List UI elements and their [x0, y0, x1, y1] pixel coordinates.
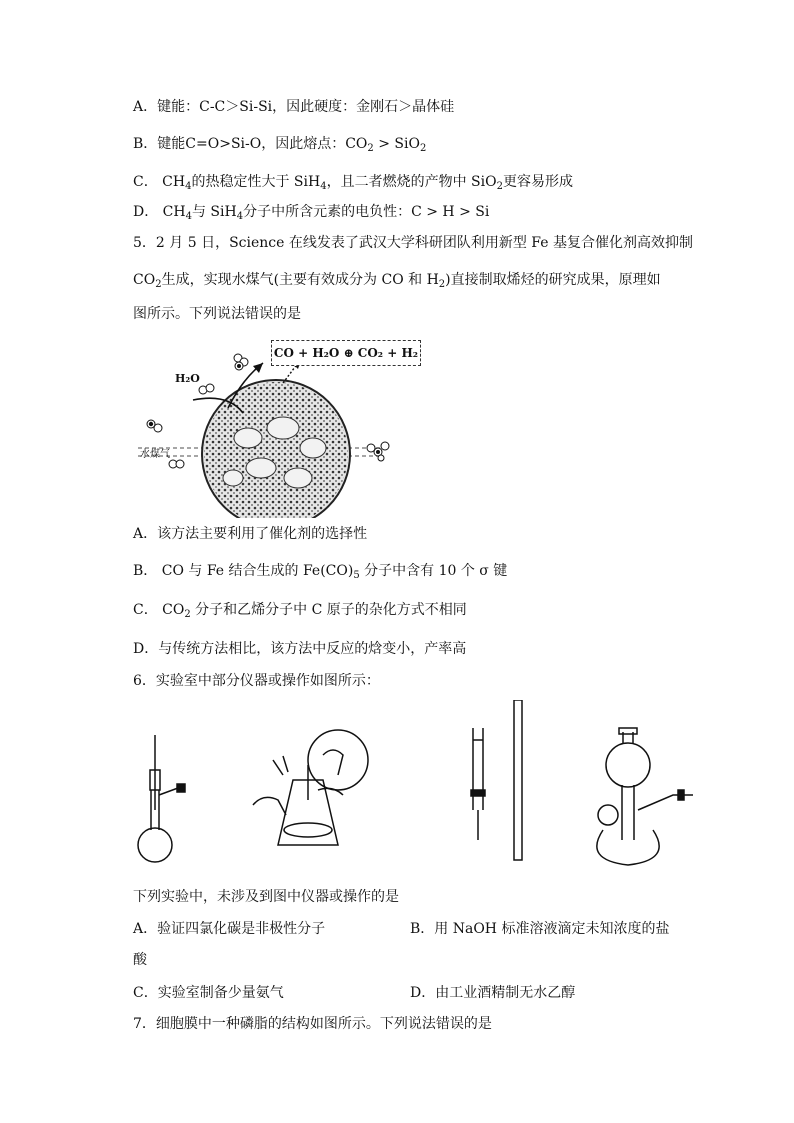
q6-option-a: A．验证四氯化碳是非极性分子 [133, 921, 326, 937]
q5-stem-line2: $CO_2$生成，实现水煤气(主要有效成分为 CO 和 $H_2$)直接制取烯烃的研究成果，原理如 [133, 272, 661, 290]
q5-stem-line1: 5．2 月 5 日，Science 在线发表了武汉大学科研团队利用新型 Fe 基复合催化剂高效抑制 [133, 235, 693, 251]
q7-stem: 7．细胞膜中一种磷脂的结构如图所示。下列说法错误的是 [133, 1016, 492, 1032]
kipp-generator [597, 728, 693, 865]
reaction-equation-box: CO + H₂O ⊕ CO₂ + H₂ [271, 340, 421, 366]
burette [471, 728, 485, 840]
q4-option-c: C． $CH_4$的热稳定性大于 SiH$_4$，且二者燃烧的产物中 SiO$_2$更容易形成 [133, 174, 573, 192]
q5-option-a: A．该方法主要利用了催化剂的选择性 [133, 526, 368, 542]
q5-stem-line3: 图所示。下列说法错误的是 [133, 306, 301, 322]
q6-option-b: B．用 NaOH 标准溶液滴定未知浓度的盐 [410, 921, 670, 937]
q4-option-a: A．键能：C-C＞Si-Si，因此硬度：金刚石＞晶体硅 [133, 99, 455, 115]
titration-flask [253, 730, 368, 845]
h2o-label: H₂O [175, 372, 200, 385]
distillation-flask [138, 735, 185, 862]
q6-option-c: C．实验室制备少量氨气 [133, 985, 284, 1001]
q6-stem: 6．实验室中部分仪器或操作如图所示： [133, 673, 380, 689]
q6-option-d: D．由工业酒精制无水乙醇 [410, 985, 576, 1001]
q6-question: 下列实验中，未涉及到图中仪器或操作的是 [133, 889, 399, 905]
syngas-label: 水煤气 [140, 449, 170, 460]
q6-option-b-cont: 酸 [133, 952, 147, 968]
q5-option-c: C． $CO_2$ 分子和乙烯分子中 C 原子的杂化方式不相同 [133, 602, 467, 620]
q4-option-d: D． $CH_4$与 SiH$_4$分子中所含元素的电负性：C > H > Si [133, 204, 490, 222]
q4-option-b: B．键能C=O>Si-O，因此熔点：$CO_2 > SiO_2$ [133, 136, 427, 154]
q5-option-b: B． CO 与 Fe 结合生成的 $Fe(CO)_5$ 分子中含有 10 个 σ 键 [133, 563, 508, 581]
apparatus-figure [133, 700, 713, 880]
q5-option-d: D．与传统方法相比，该方法中反应的焓变小，产率高 [133, 641, 467, 657]
